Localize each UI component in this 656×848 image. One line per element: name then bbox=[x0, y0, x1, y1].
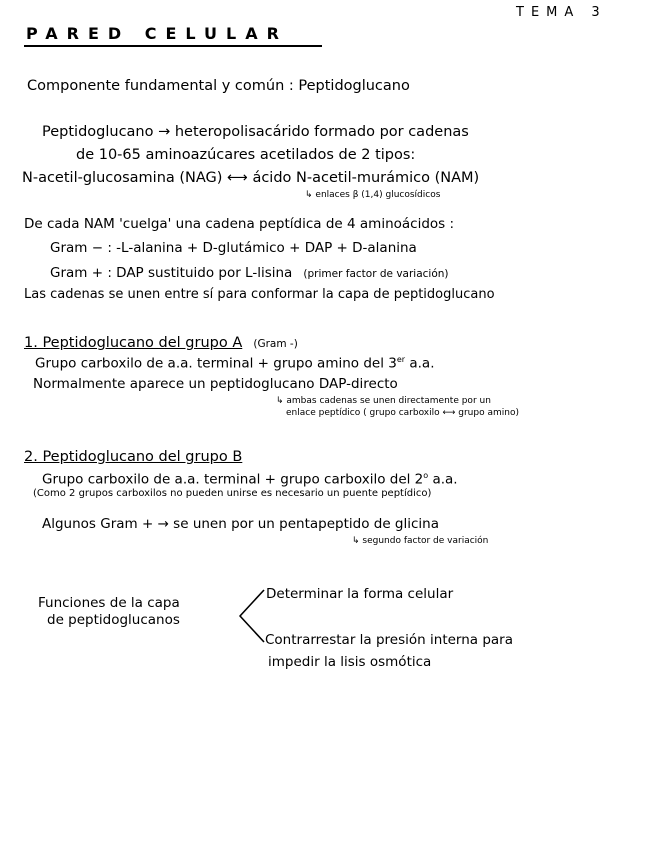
group-b-line-3: Algunos Gram + → se unen por un pentapeptido de glicina bbox=[42, 516, 439, 532]
group-a-line-1 bbox=[35, 356, 434, 371]
definition-line-1: Peptidoglucano → heteropolisacárido formado por cadenas bbox=[42, 124, 469, 140]
group-b-line-1-text: Grupo carboxilo de a.a. terminal + grupo carboxilo del 2 bbox=[42, 471, 424, 488]
group-b-line-1-sup: o bbox=[423, 471, 429, 480]
group-a-heading bbox=[24, 334, 298, 351]
function-item-2-line-1: Contrarrestar la presión interna para bbox=[265, 632, 514, 648]
topic-number: TEMA 3 bbox=[516, 5, 607, 20]
function-item-1: Determinar la forma celular bbox=[266, 586, 454, 602]
group-a-line-2: Normalmente aparece un peptidoglucano DAP-directo bbox=[33, 376, 398, 392]
functions-label-1: Funciones de la capa bbox=[38, 595, 180, 611]
gram-positive-line bbox=[50, 264, 449, 281]
title-underline bbox=[24, 45, 322, 47]
brace-icon bbox=[236, 588, 266, 644]
group-a-line-1-text: Grupo carboxilo de a.a. terminal + grupo amino del 3 bbox=[35, 355, 397, 372]
group-a-line-1-sup: er bbox=[396, 355, 406, 364]
gram-positive-note: (primer factor de variación) bbox=[303, 268, 449, 280]
group-a-heading-text: 1. Peptidoglucano del grupo A bbox=[24, 335, 243, 351]
intro-line: Componente fundamental y común : Peptidoglucano bbox=[27, 78, 410, 94]
group-a-line-1-end: a.a. bbox=[405, 355, 435, 372]
group-a-heading-note: (Gram -) bbox=[253, 338, 298, 350]
definition-line-3: N-acetil-glucosamina (NAG) ⟷ ácido N-acetil-murámico (NAM) bbox=[22, 170, 480, 186]
group-b-heading: 2. Peptidoglucano del grupo B bbox=[24, 449, 243, 465]
group-b-note: ↳ segundo factor de variación bbox=[352, 536, 489, 546]
chain-line-4: Las cadenas se unen entre sí para conformar la capa de peptidoglucano bbox=[24, 287, 495, 302]
functions-label-2: de peptidoglucanos bbox=[47, 612, 180, 628]
group-b-line-1-end: a.a. bbox=[428, 471, 458, 488]
definition-note: ↳ enlaces β (1,4) glucosídicos bbox=[305, 190, 441, 200]
chain-line-1: De cada NAM 'cuelga' una cadena peptídica de 4 aminoácidos : bbox=[24, 216, 455, 232]
group-b-line-2: (Como 2 grupos carboxilos no pueden unirse es necesario un puente peptídico) bbox=[33, 488, 432, 499]
group-b-line-1 bbox=[42, 472, 458, 487]
page-title: PARED CELULAR bbox=[26, 24, 288, 43]
definition-line-2: de 10-65 aminoazúcares acetilados de 2 tipos: bbox=[76, 147, 416, 163]
group-a-note-1: ↳ ambas cadenas se unen directamente por un bbox=[276, 396, 491, 406]
group-a-note-2: enlace peptídico ( grupo carboxilo ⟷ grupo amino) bbox=[286, 408, 519, 418]
gram-positive-text: Gram + : DAP sustituido por L-lisina bbox=[50, 265, 293, 281]
function-item-2-line-2: impedir la lisis osmótica bbox=[268, 654, 432, 670]
gram-negative-line: Gram − : -L-alanina + D-glutámico + DAP + D-alanina bbox=[50, 240, 417, 256]
